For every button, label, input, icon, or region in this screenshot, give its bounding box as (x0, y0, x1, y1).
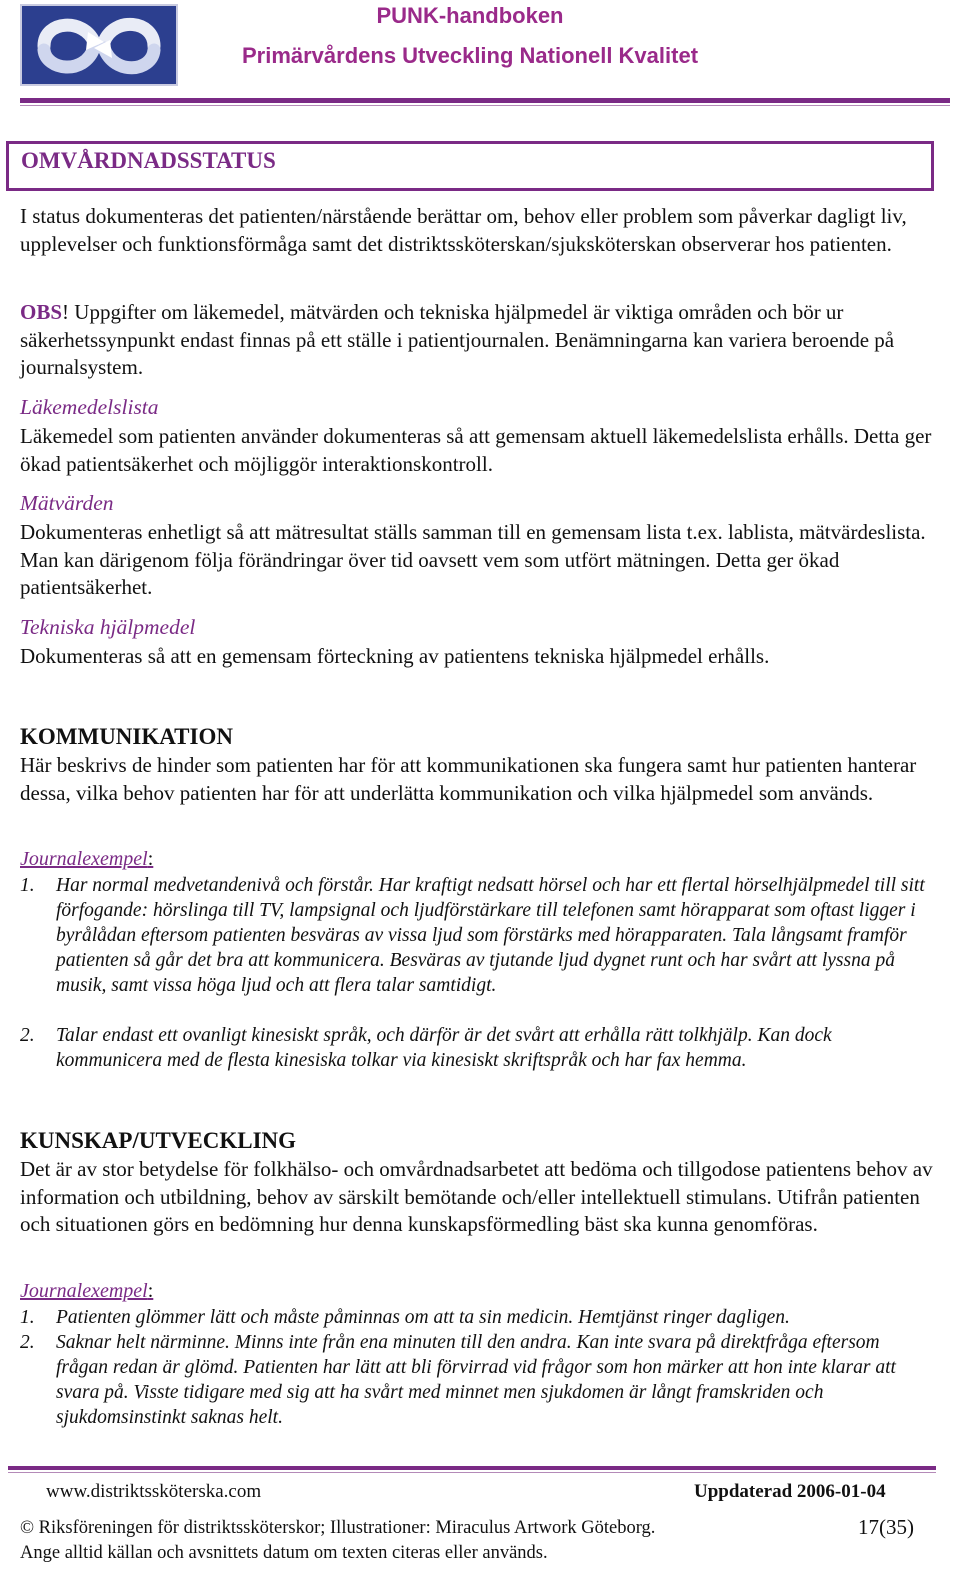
list-item-number: 1. (20, 875, 35, 896)
intro-paragraph: I status dokumenteras det patienten/närstående berättar om, behov eller problem som påverkar dagligt liv, upplevelser och funktionsförmåga samt det distriktssköterskan/sjuksköterskan observerar hos patienten. (20, 204, 907, 256)
footer-divider (8, 1466, 936, 1470)
circular-arrows-logo-icon (20, 4, 178, 86)
header-divider (20, 98, 950, 103)
section-heading-kommunikation: KOMMUNIKATION (20, 724, 233, 749)
subheading-lakemedelslista: Läkemedelslista (20, 395, 159, 419)
document-subtitle: Primärvårdens Utveckling Nationell Kvalitet (241, 43, 699, 68)
subheading-matvarden: Mätvärden (20, 491, 114, 515)
list-item (20, 1305, 930, 1330)
section-heading-kunskap-utveckling: KUNSKAP/UTVECKLING (20, 1128, 297, 1153)
document-title: PUNK-handboken (376, 3, 564, 28)
obs-paragraph (20, 299, 940, 382)
list-item-text: Saknar helt närminne. Minns inte från ena minuten till den andra. Kan inte svara på direktfråga eftersom frågan redan är glömd. Patienten har lätt att bli förvirrad vid frågor som hon märker att hon inte klarar att svara på. Visste tidigare med sig att ha svårt med minnet men sjukdomen är långt framskriden och sjukdomsinstinkt saknas helt. (56, 1332, 896, 1428)
section-heading-box (6, 141, 934, 191)
list-item-text: Patienten glömmer lätt och måste påminnas om att ta sin medicin. Hemtjänst ringer dagligen. (56, 1307, 790, 1328)
section-heading-omvardnadsstatus: OMVÅRDNADSSTATUS (21, 148, 276, 173)
list-item-number: 1. (20, 1307, 35, 1328)
obs-text: ! Uppgifter om läkemedel, mätvärden och tekniska hjälpmedel är viktiga områden och bör ur säkerhetssynpunkt endast finnas på ett ställe i patientjournalen. Benämningarna kan variera beroende på journalsystem. (20, 300, 895, 379)
matvarden-text: Dokumenteras enhetligt så att mätresultat ställs samman till en gemensam lista t.ex. lablista, mätvärdeslista. Man kan därigenom följa förändringar över tid oavsett vem som utfört mätningen. Detta ger ökad patientsäkerhet. (20, 520, 926, 599)
kunskap-text: Det är av stor betydelse för folkhälso- och omvårdnadsarbetet att bedöma och tillgodose patientens behov av information och utbildning, behov av särskilt bemötande och/eller intellektuell stimulans. Utifrån patienten och situationen görs en bedömning hur denna kunskapsförmedling bäst ska kunna genomföras. (20, 1157, 933, 1236)
lakemedelslista-text: Läkemedel som patienten använder dokumenteras så att gemensam aktuell läkemedelslista erhålls. Detta ger ökad patientsäkerhet och möjliggör interaktionskontroll. (20, 424, 932, 476)
header-divider-thin (20, 105, 950, 106)
footer-copyright: © Riksföreningen för distriktssköterskor; Illustrationer: Miraculus Artwork Göteborg. (20, 1518, 656, 1538)
journal-example-label: Journalexempel: (20, 1280, 154, 1302)
tekniska-hjalpmedel-text: Dokumenteras så att en gemensam förteckning av patientens tekniska hjälpmedel erhålls. (20, 644, 770, 668)
list-item (20, 873, 930, 998)
footer-updated-date: Uppdaterad 2006-01-04 (694, 1481, 886, 1502)
subheading-tekniska-hjalpmedel: Tekniska hjälpmedel (20, 615, 196, 639)
journal-example-label: Journalexempel: (20, 848, 154, 870)
footer-url: www.distriktssköterska.com (46, 1481, 262, 1502)
list-item (20, 1023, 930, 1073)
list-item-text: Talar endast ett ovanligt kinesiskt språk, och därför är det svårt att erhålla rätt tolkhjälp. Kan dock kommunicera med de flesta kinesiska tolkar via kinesiskt skriftspråk och har fax hemma. (56, 1025, 832, 1071)
page-number: 17(35) (858, 1515, 914, 1539)
list-item-number: 2. (20, 1025, 35, 1046)
list-item-number: 2. (20, 1332, 35, 1353)
kommunikation-text: Här beskrivs de hinder som patienten har för att kommunikationen ska fungera samt hur patienten hanterar dessa, vilka behov patienten har för att underlätta kommunikation och vilka hjälpmedel som används. (20, 753, 917, 805)
footer-divider-thin (8, 1472, 936, 1473)
list-item (20, 1330, 930, 1430)
obs-label: OBS (20, 300, 63, 324)
footer-citation-note: Ange alltid källan och avsnittets datum om texten citeras eller används. (20, 1543, 548, 1563)
list-item-text: Har normal medvetandenivå och förstår. Har kraftigt nedsatt hörsel och har ett flertal hörselhjälpmedel till sitt förfogande: hörslinga till TV, lampsignal och ljudförstärkare till telefonen samt hörapparat som oftast ligger i byrålådan eftersom patienten besväras av vissa ljud som förstärks med hörapparaten. Tala långsamt framför patienten så går det bra att kommunicera. Besväras av tjutande ljud dygnet runt och har svårt att lyssna på musik, samt vissa höga ljud och att flera talar samtidigt. (56, 875, 925, 996)
